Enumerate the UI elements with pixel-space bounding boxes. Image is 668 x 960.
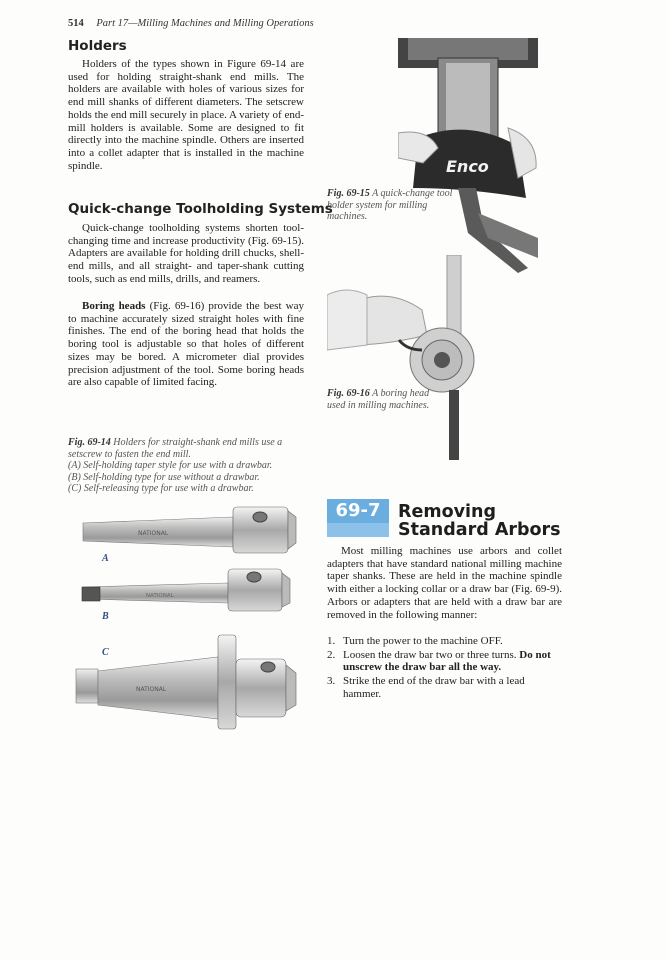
fig-69-16-caption xyxy=(327,388,437,411)
section-badge-bar xyxy=(327,523,389,537)
steps-list xyxy=(327,635,562,702)
fig-69-14-item-b: (B) Self-holding type for use without a drawbar. xyxy=(68,471,260,483)
holder-b-engraving: NATIONAL xyxy=(146,593,174,599)
holder-b xyxy=(82,569,290,611)
label-c: C xyxy=(102,647,109,658)
end-mill-holders-drawing xyxy=(68,505,308,730)
step-1-text: Turn the power to the machine OFF. xyxy=(343,635,503,647)
section-intro: Most milling machines use arbors and collet adapters that have standard national milling machine taper shanks. These are held in the machine spindle with either a locking collar or a draw bar (Fig. 69-9). Arbors or adapters that are held with a draw bar are removed in the following manner: xyxy=(327,545,562,621)
boring-heads-paragraph xyxy=(68,300,304,389)
holders-heading: Holders xyxy=(68,38,127,54)
step-2-number: 2. xyxy=(327,648,336,661)
fig-69-15-photo xyxy=(398,38,538,273)
step-2-warning: Do not unscrew the draw bar all the way. xyxy=(343,648,551,674)
boring-heads-text: (Fig. 69-16) provide the best way to machine accurately sized straight holes with fine finishes. The end of the boring head that holds the boring tool is adjustable so that holes of different sizes may be bored. A micrometer dial provides precision adjustment of the tool. Some boring heads are also capable of limited facing. xyxy=(68,300,304,389)
fig-69-14-caption xyxy=(68,437,318,495)
section-title-line2: Standard Arbors xyxy=(398,520,561,540)
page-number: 514 xyxy=(68,18,84,29)
fig-69-14-illustration xyxy=(68,505,308,730)
holder-a xyxy=(83,507,296,553)
step-1 xyxy=(327,635,562,648)
fig-69-16-number: Fig. 69-16 xyxy=(327,388,370,399)
fig-69-15-number: Fig. 69-15 xyxy=(327,188,370,199)
quick-change-holder-photo xyxy=(398,38,538,273)
fig-69-15-caption xyxy=(327,188,467,223)
holder-c-engraving: NATIONAL xyxy=(136,686,167,693)
enco-logo: Enco xyxy=(446,157,489,176)
fig-69-14-number: Fig. 69-14 xyxy=(68,437,111,448)
step-1-number: 1. xyxy=(327,635,336,647)
fig-69-16-photo xyxy=(327,255,502,460)
step-2-text: Loosen the draw bar two or three turns. xyxy=(343,648,520,661)
holder-c xyxy=(76,635,296,729)
fig-69-14-item-c: (C) Self-releasing type for use with a drawbar. xyxy=(68,483,254,494)
section-number-badge: 69-7 xyxy=(327,499,389,523)
part-title: Part 17—Milling Machines and Milling Operations xyxy=(96,18,314,29)
step-3-number: 3. xyxy=(327,675,336,688)
label-b: B xyxy=(102,611,109,622)
fig-69-14-text: Holders for straight-shank end mills use a setscrew to fasten the end mill. xyxy=(68,437,283,460)
holder-a-engraving: NATIONAL xyxy=(138,530,169,537)
step-2 xyxy=(327,649,562,674)
section-title-line1: Removing xyxy=(398,502,496,522)
fig-69-16-text: A boring head used in milling machines. xyxy=(327,388,430,411)
step-3-text: Strike the end of the draw bar with a lead hammer. xyxy=(343,675,525,700)
step-3 xyxy=(327,675,562,700)
holders-paragraph: Holders of the types shown in Figure 69-14 are used for holding straight-shank end mills. The holders are available with holes of various sizes for end mill shanks of different diameters. The setscrew holds the end mill securely in place. A variety of end-mill holders is available. Some are designed to fit directly into the machine spindle. Others are inserted into a collet adapter that is installed in the machine spindle. xyxy=(68,58,304,172)
quick-change-paragraph: Quick-change toolholding systems shorten tool-changing time and increase productivity (Fig. 69-15). Adapters are available for holding drill chucks, shell-end mills, and all straight- and taper-shank cutting tools, such as end mills, drills, and reamers. xyxy=(68,222,304,285)
boring-heads-lead: Boring heads xyxy=(82,300,146,312)
boring-head-photo xyxy=(327,255,502,460)
label-a: A xyxy=(102,553,109,564)
fig-69-15-text: A quick-change tool holder system for milling machines. xyxy=(327,188,453,222)
running-head xyxy=(68,18,314,29)
quick-change-heading: Quick-change Toolholding Systems xyxy=(68,201,333,217)
fig-69-14-item-a: (A) Self-holding taper style for use with a drawbar. xyxy=(68,460,273,471)
